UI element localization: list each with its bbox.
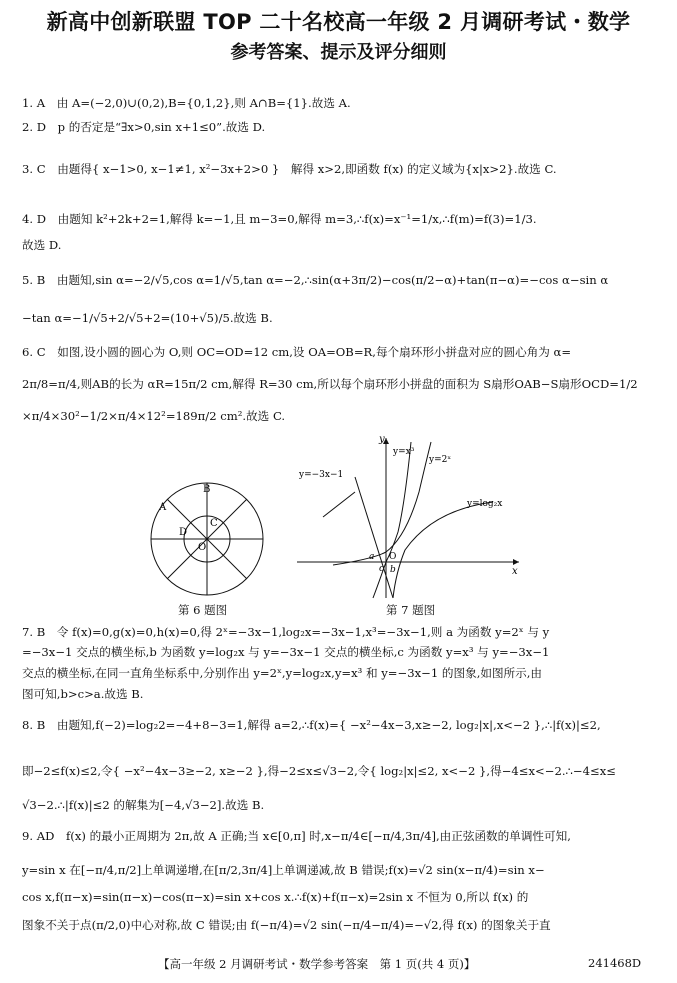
answer-7-cont: =−3x−1 交点的横坐标,b 为函数 y=log₂x 与 y=−3x−1 交点的横坐标,c 为函数 y=x³ 与 y=−3x−1	[22, 645, 550, 659]
label-b: b	[390, 565, 396, 575]
footer-page-info: 【高一年级 2 月调研考试・数学参考答案 第 1 页(共 4 页)】	[158, 957, 476, 971]
label-c: C	[210, 518, 218, 529]
label-y-x3: y=x³	[393, 447, 415, 457]
radial-lines	[151, 483, 263, 595]
answer-3: 3. C 由题得{ x−1>0, x−1≠1, x²−3x+2>0 } 解得 x>2,即函数 f(x) 的定义域为{x|x>2}.故选 C.	[22, 162, 557, 176]
x-axis-arrow	[513, 559, 519, 565]
label-o: O	[198, 542, 207, 553]
label-c: c	[379, 564, 385, 574]
footer-code: 241468D	[588, 956, 642, 970]
answer-8-cont: 即−2≤f(x)≤2,令{ −x²−4x−3≥−2, x≥−2 },得−2≤x≤√3−2,令{ log₂|x|≤2, x<−2 },得−4≤x<−2.∴−4≤x≤	[22, 764, 616, 778]
label-b: B	[203, 484, 211, 495]
answer-6-cont2: ×π/4×30²−1/2×π/4×12²=189π/2 cm².故选 C.	[22, 409, 286, 423]
answer-9: 9. AD f(x) 的最小正周期为 2π,故 A 正确;当 x∈[0,π] 时,x−π/4∈[−π/4,3π/4],由正弦函数的单调性可知,	[22, 829, 571, 843]
answer-9-cont2: cos x,f(π−x)=sin(π−x)−cos(π−x)=sin x+cos x.∴f(x)+f(π−x)=2sin x 不恒为 0,所以 f(x) 的	[22, 890, 529, 904]
answer-2: 2. D p 的否定是“∃x>0,sin x+1≤0”.故选 D.	[22, 120, 266, 134]
label-a: A	[159, 502, 167, 513]
label-y-linear: y=−3x−1	[299, 470, 344, 480]
answer-6-cont: 2π/8=π/4,则AB的长为 αR=15π/2 cm,解得 R=30 cm,所以每个扇环形小拼盘的面积为 S扇形OAB−S扇形OCD=1/2	[22, 377, 638, 391]
label-y-2x: y=2ˣ	[429, 455, 452, 465]
figure-6-caption: 第 6 题图	[178, 603, 228, 617]
answer-8: 8. B 由题知,f(−2)=log₂2=−4+8−3=1,解得 a=2,∴f(x)={ −x²−4x−3,x≥−2, log₂|x|,x<−2 },∴|f(x)|≤2,	[22, 718, 601, 732]
label-y-log: y=log₂x	[467, 499, 503, 509]
x-axis-label: x	[512, 566, 518, 577]
answer-7: 7. B 令 f(x)=0,g(x)=0,h(x)=0,得 2ˣ=−3x−1,log₂x=−3x−1,x³=−3x−1,则 a 为函数 y=2ˣ 与 y	[22, 625, 550, 639]
answer-5: 5. B 由题知,sin α=−2/√5,cos α=1/√5,tan α=−2,∴sin(α+3π/2)−cos(π/2−α)+tan(π−α)=−cos α−sin α	[22, 273, 609, 287]
answer-4-cont: 故选 D.	[22, 238, 62, 252]
figure-7-graph	[293, 432, 523, 600]
label-a: a	[369, 552, 375, 562]
curve-exponential	[333, 442, 431, 565]
curve-log	[393, 502, 493, 598]
figure-6-diagram	[148, 480, 268, 600]
answer-7-cont2: 交点的横坐标,在同一直角坐标系中,分别作出 y=2ˣ,y=log₂x,y=x³ 和 y=−3x−1 的图象,如图所示,由	[22, 666, 543, 680]
page-title: 新高中创新联盟 TOP 二十名校高一年级 2 月调研考试・数学	[46, 10, 631, 34]
curve-linear	[355, 477, 393, 598]
figure-7-caption: 第 7 题图	[386, 603, 436, 617]
label-origin: O	[389, 552, 397, 562]
answer-7-cont3: 图可知,b>c>a.故选 B.	[22, 687, 144, 701]
page-subtitle: 参考答案、提示及评分细则	[230, 42, 447, 63]
answer-9-cont3: 图象不关于点(π/2,0)中心对称,故 C 错误;由 f(−π/4)=√2 sin(−π/4−π/4)=−√2,得 f(x) 的图象关于直	[22, 918, 551, 932]
answer-8-cont2: √3−2.∴|f(x)|≤2 的解集为[−4,√3−2].故选 B.	[22, 798, 265, 812]
answer-1: 1. A 由 A=(−2,0)∪(0,2),B={0,1,2},则 A∩B={1}.故选 A.	[22, 96, 351, 110]
answer-5-cont: −tan α=−1/√5+2/√5+2=(10+√5)/5.故选 B.	[22, 311, 273, 325]
label-d: D	[179, 527, 188, 538]
y-axis-label: y	[379, 434, 385, 445]
answer-6: 6. C 如图,设小圆的圆心为 O,则 OC=OD=12 cm,设 OA=OB=R,每个扇环形小拼盘对应的圆心角为 α=	[22, 345, 572, 359]
curve-linear-upper	[323, 492, 355, 517]
answer-4: 4. D 由题知 k²+2k+2=1,解得 k=−1,且 m−3=0,解得 m=3,∴f(x)=x⁻¹=1/x,∴f(m)=f(3)=1/3.	[22, 212, 537, 226]
answer-9-cont: y=sin x 在[−π/4,π/2]上单调递增,在[π/2,3π/4]上单调递减,故 B 错误;f(x)=√2 sin(x−π/4)=sin x−	[22, 863, 545, 877]
